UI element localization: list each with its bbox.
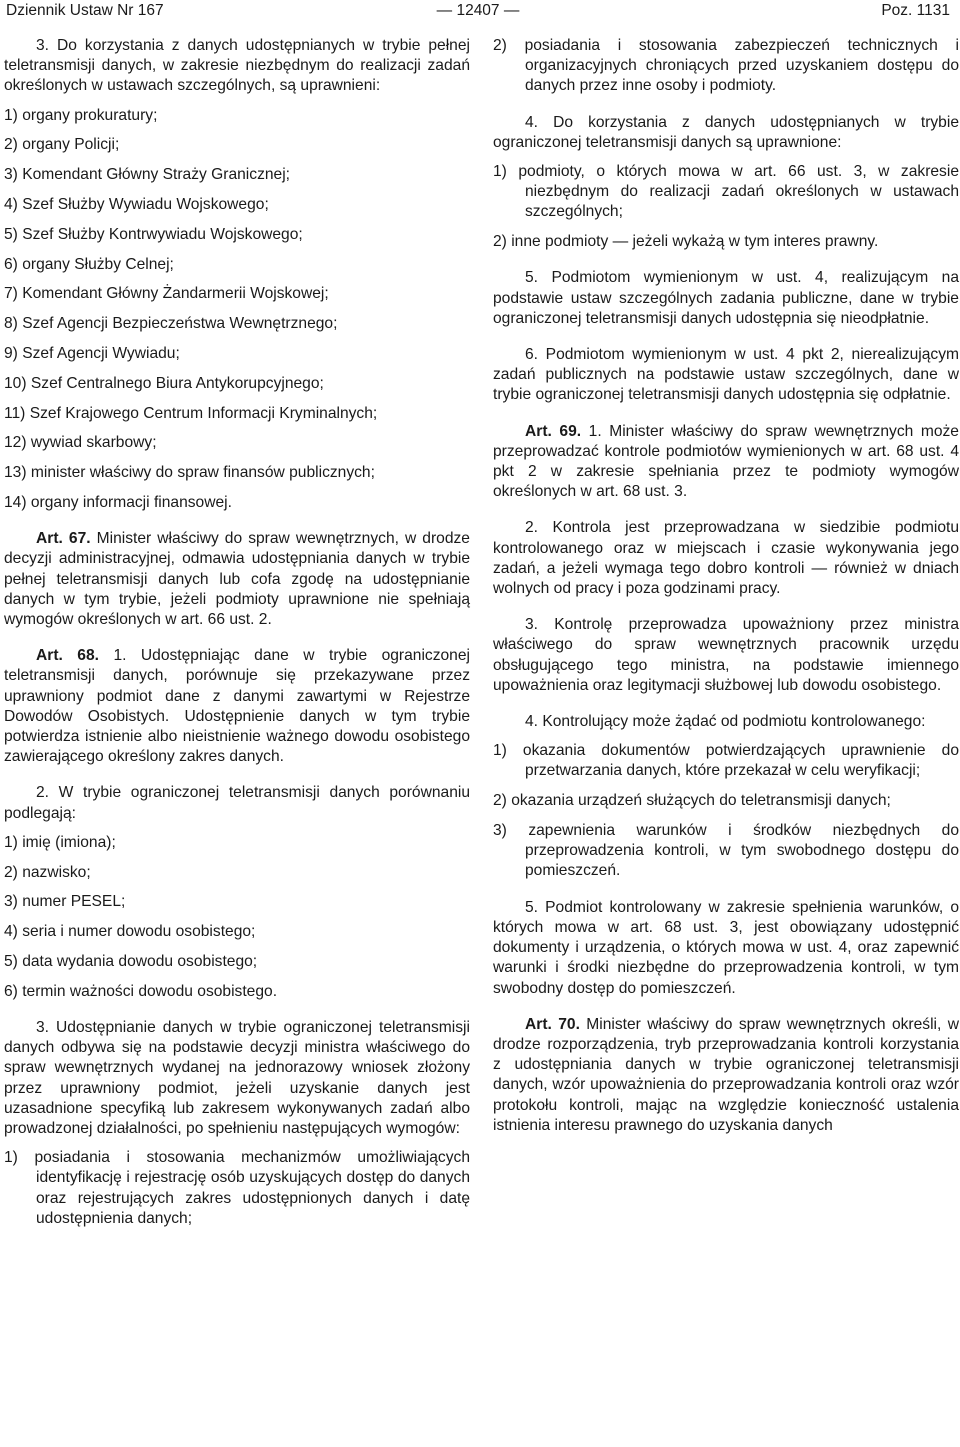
list-item: 1) imię (imiona); — [4, 833, 116, 851]
art70-paragraph — [493, 1015, 959, 1136]
art69-p2: 2. Kontrola jest przeprowadzana w siedzibie podmiotu kontrolowanego oraz w miejscach i czasie wykonywania jego zadań, a jeżeli wymaga tego dobro kontroli — również w dniach wolnych od pracy i poza godzinami pracy. — [493, 519, 959, 598]
art69-p1-text: 1. Minister właściwy do spraw wewnętrznych może przeprowadzać kontrole podmiotów wymienionych w art. 68 ust. 4 pkt 2 w zakresie spełniania przez te podmioty wymogów określonych w art. 68 ust. 3. — [493, 422, 959, 501]
list-item: 2) okazania urządzeń służących do teletransmisji danych; — [493, 792, 891, 810]
art68-p4-list — [493, 162, 959, 252]
art68-p5: 5. Podmiotom wymienionym w ust. 4, realizującym na podstawie ustaw szczególnych zadania publiczne, dane w trybie ograniczonej teletransmisji danych udostępnia się nieodpłatnie. — [493, 269, 959, 327]
list-item: 3) zapewnienia warunków i środków niezbędnych do przeprowadzenia kontroli, w tym swobodnego dostępu do pomieszczeń. — [493, 822, 959, 880]
art68-p1-text: 1. Udostępniając dane w trybie ograniczonej teletransmisji danych, porównuje się przekazywane przez uprawniony podmiot dane z danymi zawartymi w Rejestrze Dowodów Osobistych. Udostępnienie danych w tym trybie potwierdza istnienie albo nieistnienie ważnego dowodu osobistego zawierającego określony zakres danych. — [4, 647, 470, 766]
list-item: 2) inne podmioty — jeżeli wykażą w tym interes prawny. — [493, 233, 879, 251]
page-header — [6, 0, 950, 22]
art68-p4-intro: 4. Do korzystania z danych udostępnianych w trybie ograniczonej teletransmisji danych są uprawnione: — [493, 113, 959, 151]
art68-p2-intro: 2. W trybie ograniczonej teletransmisji danych porównaniu podlegają: — [4, 784, 470, 822]
art69-p5: 5. Podmiot kontrolowany w zakresie spełnienia warunków, o których mowa w art. 68 ust. 3, jest obowiązany udostępnić dokumenty i urządzenia, o których mowa w ust. 4, oraz zapewnić warunki i środki niezbędne do przeprowadzenia kontroli, w tym swobodny dostęp do pomieszczeń. — [493, 898, 959, 997]
art68-label: Art. 68. — [36, 647, 99, 665]
list-item: 12) wywiad skarbowy; — [4, 434, 157, 452]
left-column — [4, 36, 470, 1229]
list-item: 2) nazwisko; — [4, 863, 91, 881]
art69-p3: 3. Kontrolę przeprowadza upoważniony przez ministra właściwego do spraw wewnętrznych pracownik urzędu obsługującego tego ministra, na podstawie imiennego upoważnienia oraz legitymacji służbowej lub dowodu osobistego. — [493, 616, 959, 694]
position-number: Poz. 1131 — [881, 2, 950, 19]
right-column — [493, 36, 959, 1136]
list-item: 4) Szef Służby Wywiadu Wojskowego; — [4, 196, 269, 213]
list-item: 10) Szef Centralnego Biura Antykorupcyjnego; — [4, 374, 324, 392]
list-item: 3) Komendant Główny Straży Granicznej; — [4, 166, 291, 184]
list-item: 11) Szef Krajowego Centrum Informacji Kryminalnych; — [4, 404, 378, 422]
list-item: 8) Szef Agencji Bezpieczeństwa Wewnętrznego; — [4, 315, 338, 333]
art70-label: Art. 70. — [525, 1015, 580, 1033]
list-item: 5) Szef Służby Kontrwywiadu Wojskowego; — [4, 225, 303, 243]
art68-paragraph-1 — [4, 646, 470, 767]
list-item: 1) okazania dokumentów potwierdzających uprawnienie do przetwarzania danych, które przekazał w celu weryfikacji; — [493, 742, 959, 780]
list-item: 14) organy informacji finansowej. — [4, 493, 232, 511]
list-item: 6) organy Służby Celnej; — [4, 255, 174, 273]
art67-text: Minister właściwy do spraw wewnętrznych, w drodze decyzji administracyjnej, odmawia udostępniania danych w trybie pełnej teletransmisji danych lub cofa zgodę na udostępnianie danych w tym trybie, jeżeli podmioty uprawnione nie spełniają wymogów określonych w art. 66 ust. 2. — [4, 530, 470, 628]
list-item: 4) seria i numer dowodu osobistego; — [4, 923, 256, 941]
list-item: 13) minister właściwy do spraw finansów publicznych; — [4, 464, 375, 482]
list-item: 3) numer PESEL; — [4, 893, 126, 911]
list-item: 9) Szef Agencji Wywiadu; — [4, 344, 180, 362]
art68-p3-intro: 3. Udostępnianie danych w trybie ograniczonej teletransmisji danych odbywa się na podstawie decyzji ministra właściwego do spraw wewnętrznych wydanej na jednorazowy wniosek złożony przez uprawniony podmiot, jeżeli uzyskanie danych jest uzasadnione specyfiką lub zakresem wykonywanych zadań albo prowadzonej działalności, po spełnieniu następujących wymogów: — [4, 1019, 470, 1138]
list-item: 1) organy prokuratury; — [4, 106, 158, 124]
art68-p6: 6. Podmiotom wymienionym w ust. 4 pkt 2, nierealizującym zadań publicznych na podstawie ustaw szczególnych, dane w trybie ograniczonej teletransmisji danych udostępnia się odpłatnie. — [493, 346, 959, 404]
list-item: 5) data wydania dowodu osobistego; — [4, 953, 258, 970]
art69-p4-intro: 4. Kontrolujący może żądać od podmiotu kontrolowanego: — [525, 713, 926, 731]
journal-title: Dziennik Ustaw Nr 167 — [6, 2, 164, 19]
art69-label: Art. 69. — [525, 422, 582, 440]
list-item: 2) organy Policji; — [4, 136, 120, 154]
art67-paragraph — [4, 529, 470, 630]
list-item: 1) podmioty, o których mowa w art. 66 ust. 3, w zakresie niezbędnym do realizacji zadań określonych w ustawach szczególnych; — [493, 163, 959, 221]
page-number: — 12407 — — [436, 2, 520, 19]
art69-paragraph-1 — [493, 422, 959, 503]
art69-p4-list — [493, 741, 959, 881]
art70-text: Minister właściwy do spraw wewnętrznych określi, w drodze rozporządzenia, tryb przeprowadzania kontroli korzystania z udostępniania danych w trybie ograniczonej teletransmisji danych, wzór upoważnienia do przeprowadzania kontroli oraz wzór protokołu kontroli, mając na względzie konieczność ustalenia istnienia interesu prawnego do uzyskania danych — [493, 1015, 959, 1134]
list-item: 2) posiadania i stosowania zabezpieczeń technicznych i organizacyjnych chroniących przed uzyskaniem dostępu do danych przez inne osoby i podmioty. — [493, 37, 959, 95]
art66-p3-list — [4, 106, 470, 514]
art68-p2-list — [4, 833, 470, 1002]
art66-p3-intro: 3. Do korzystania z danych udostępnianych w trybie pełnej teletransmisji danych, w zakresie niezbędnym do realizacji zadań określonych w ustawach szczególnych, są uprawnieni: — [4, 37, 470, 95]
list-item: 6) termin ważności dowodu osobistego. — [4, 982, 278, 1000]
list-item: 7) Komendant Główny Żandarmerii Wojskowej; — [4, 285, 329, 303]
list-item: 1) posiadania i stosowania mechanizmów umożliwiających identyfikację i rejestrację osób uzyskujących dostęp do danych oraz rejestrujących zakres udostępnionych danych i datę udostępnienia danych; — [4, 1149, 470, 1227]
art67-label: Art. 67. — [36, 530, 91, 548]
